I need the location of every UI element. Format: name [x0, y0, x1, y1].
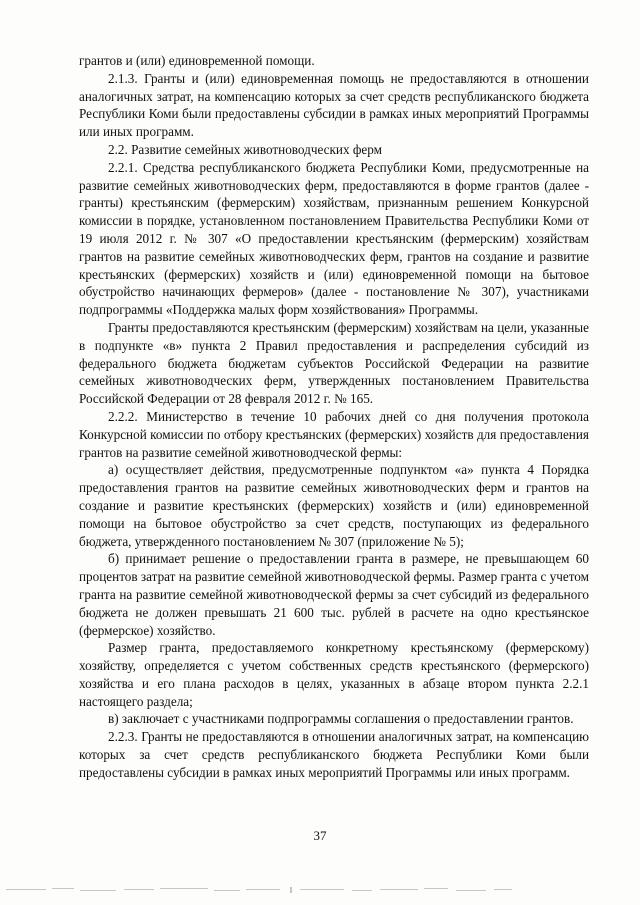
section-heading-2-2: 2.2. Развитие семейных животноводческих ферм	[108, 141, 383, 157]
paragraph-2-1-3: 2.1.3. Гранты и (или) единовременная помощь не предоставляются в отношении аналогичных затрат, на компенсацию которых за счет средств республиканского бюджета Республики Коми были предоставлены субсидии в рамках иных мероприятий Программы или иных программ.	[79, 70, 589, 140]
paragraph-grant-size: Размер гранта, предоставляемого конкретному крестьянскому (фермерскому) хозяйству, определяется с учетом собственных средств крестьянского (фермерского) хозяйства и его плана расходов в целях, указанных в абзаце втором пункта 2.2.1 настоящего раздела;	[79, 640, 589, 709]
paragraph-item-v: в) заключает с участниками подпрограммы соглашения о предоставлении грантов.	[108, 711, 574, 727]
paragraph-2-2-1: 2.2.1. Средства республиканского бюджета Республики Коми, предусмотренные на развитие семейных животноводческих ферм, предоставляются в форме грантов (далее - гранты) крестьянским (фермерским) хозяйствам, признанным решением Конкурсной комиссии в порядке, установленном постановлением Правительства Республики Коми от 19 июля 2012 г. № 307 «О предоставлении крестьянским (фермерским) хозяйствам грантов на развитие семейных животноводческих ферм, грантов на создание и развитие крестьянских (фермерских) хозяйств и (или) единовременной помощи на бытовое обустройство начинающих фермеров» (далее - постановление № 307), участниками подпрограммы «Поддержка малых форм хозяйствования» Программы.	[79, 159, 589, 318]
page-number: 37	[313, 828, 327, 843]
document-body	[79, 52, 589, 782]
paragraph-item-a: а) осуществляет действия, предусмотренные подпунктом «а» пункта 4 Порядка предоставления грантов на развитие семейных животноводческих ферм и грантов на создание и развитие крестьянских (фермерских) хозяйств и (или) единовременной помощи на бытовое обустройство за счет средств, поступающих из федерального бюджета, утвержденного постановлением № 307 (приложение № 5);	[79, 462, 589, 549]
paragraph-2-2-2: 2.2.2. Министерство в течение 10 рабочих дней со дня получения протокола Конкурсной комиссии по отбору крестьянских (фермерских) хозяйств для предоставления грантов на развитие семейной животноводческой фермы:	[79, 408, 589, 460]
paragraph-grants-purpose: Гранты предоставляются крестьянским (фермерским) хозяйствам на цели, указанные в подпункте «в» пункта 2 Правил предоставления и распределения субсидий из федерального бюджета бюджетам субъектов Российской Федерации на развитие семейных животноводческих ферм, утвержденных постановлением Правительства Российской Федерации от 28 февраля 2012 г. № 165.	[79, 319, 589, 407]
scan-noise-strip	[0, 883, 640, 897]
paragraph-2-2-3: 2.2.3. Гранты не предоставляются в отношении аналогичных затрат, на компенсацию которых за счет средств республиканского бюджета Республики Коми были предоставлены субсидии в рамках иных мероприятий Программы или иных программ.	[79, 729, 589, 780]
paragraph-item-b: б) принимает решение о предоставлении гранта в размере, не превышающем 60 процентов затрат на развитие семейной животноводческой фермы. Размер гранта с учетом гранта на развитие семейной животноводческой фермы за счет субсидий из федерального бюджета не должен превышать 21 600 тыс. рублей в расчете на одно крестьянское (фермерское) хозяйство.	[79, 551, 589, 638]
paragraph-continuation: грантов и (или) единовременной помощи.	[79, 53, 315, 68]
